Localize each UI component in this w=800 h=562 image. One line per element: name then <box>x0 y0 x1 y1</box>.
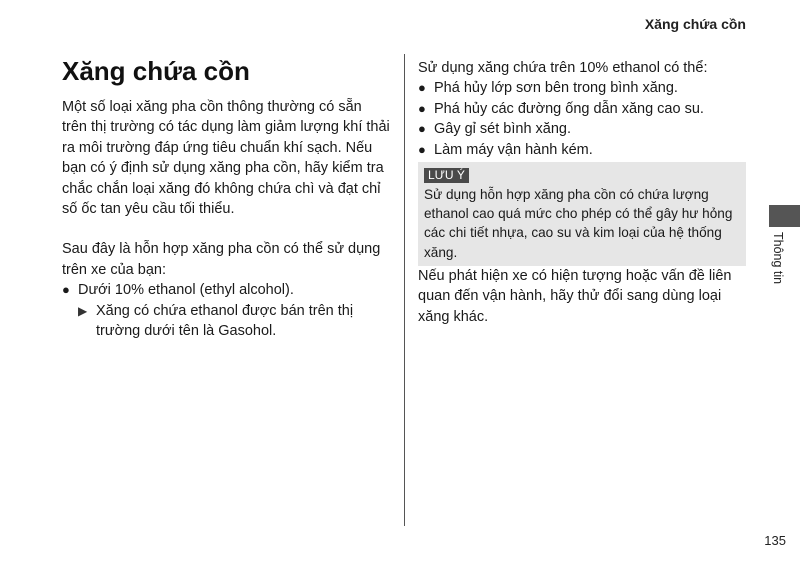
list-item <box>418 99 748 119</box>
intro-paragraph: Một số loại xăng pha cồn thông thường có sẵn trên thị trường có tác dụng làm giảm lượng khí thải ra môi trường đáp ứng tiêu chuẩn khí sạch. Nếu bạn có ý định sử dụng xăng pha cồn, hãy kiểm tra chắc chắn loại xăng đó không chứa chì và đạt chỉ số ốc tan yêu cầu tối thiểu. <box>62 99 390 218</box>
bullet-icon: ● <box>418 100 426 116</box>
sub-bullet-text: Xăng có chứa ethanol được bán trên thị trường dưới tên là Gasohol. <box>96 302 354 340</box>
running-header: Xăng chứa cồn <box>644 16 746 32</box>
list-item <box>418 140 748 160</box>
effects-intro: Sử dụng xăng chứa trên 10% ethanol có thể: <box>418 60 708 76</box>
left-column <box>62 97 390 341</box>
list-item <box>418 119 748 139</box>
note-tag: LƯU Ý <box>424 168 469 183</box>
bullet-text: Làm máy vận hành kém. <box>434 141 593 158</box>
page-number: 135 <box>764 533 786 548</box>
bullet-icon: ● <box>418 80 426 96</box>
mixtures-intro: Sau đây là hỗn hợp xăng pha cồn có thể sử dụng trên xe của bạn: <box>62 241 381 278</box>
bullet-text: Phá hủy các đường ống dẫn xăng cao su. <box>434 100 704 117</box>
bullet-icon: ● <box>62 282 70 298</box>
arrow-right-icon: ▶ <box>78 303 88 318</box>
list-item <box>62 280 390 300</box>
sub-list-item <box>62 301 390 342</box>
bullet-text: Dưới 10% ethanol (ethyl alcohol). <box>78 282 294 299</box>
section-tab <box>769 205 800 227</box>
closing-paragraph: Nếu phát hiện xe có hiện tượng hoặc vấn đề liên quan đến vận hành, hãy thử đổi sang dùng loại xăng khác. <box>418 267 732 325</box>
right-column <box>418 58 748 327</box>
bullet-icon: ● <box>418 121 426 137</box>
bullet-text: Phá hủy lớp sơn bên trong bình xăng. <box>434 80 678 97</box>
page-title: Xăng chứa cồn <box>62 56 250 86</box>
bullet-icon: ● <box>418 141 426 157</box>
section-tab-label: Thông tin <box>771 232 785 285</box>
note-box <box>418 162 746 266</box>
bullet-text: Gây gỉ sét bình xăng. <box>434 121 572 138</box>
list-item <box>418 78 748 98</box>
column-divider <box>404 54 405 526</box>
note-text: Sử dụng hỗn hợp xăng pha cồn có chứa lượng ethanol cao quá mức cho phép có thể gây hư hỏng các chi tiết nhựa, cao su và kim loại của hệ thống xăng. <box>424 187 733 260</box>
